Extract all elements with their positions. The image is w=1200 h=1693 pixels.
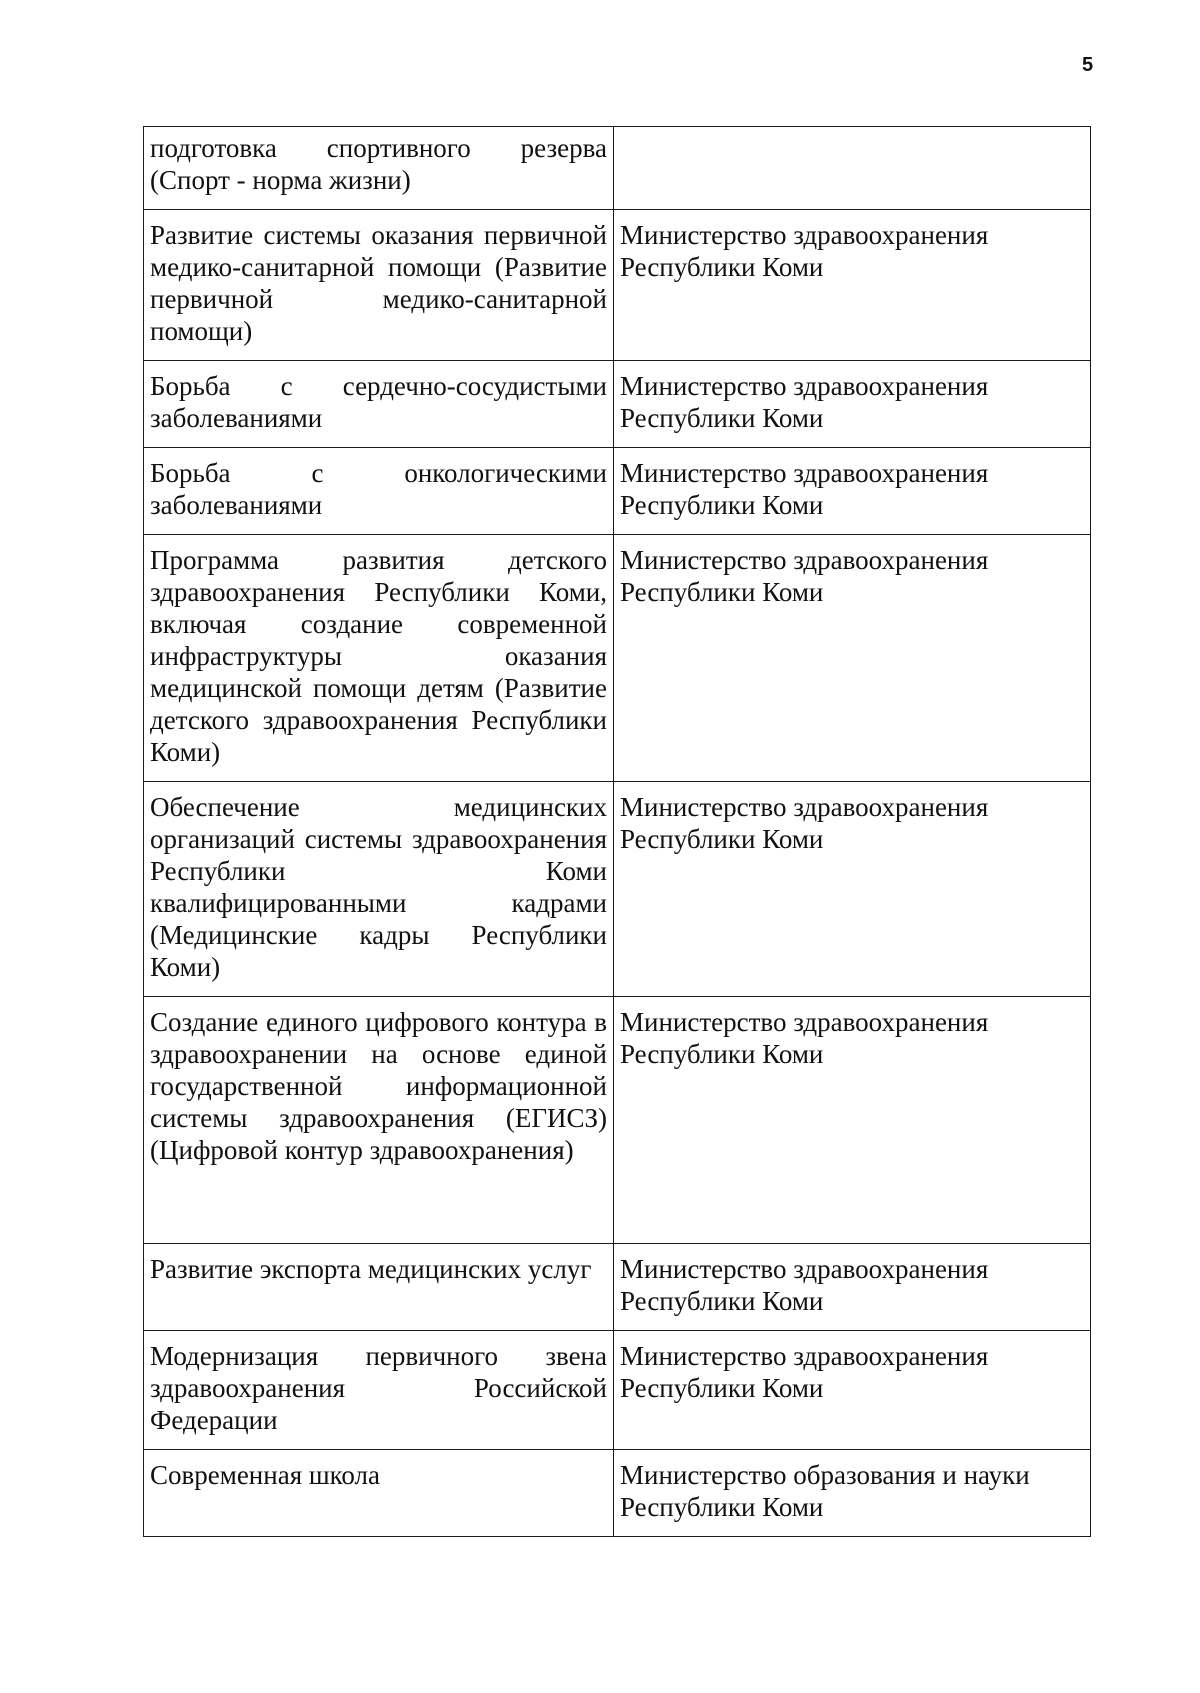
table-row <box>144 997 1091 1244</box>
project-name-cell: Модернизация первичного звена здравоохранения Российской Федерации <box>144 1331 614 1450</box>
responsible-cell: Министерство образования и науки Республики Коми <box>614 1450 1091 1537</box>
project-name-cell: Современная школа <box>144 1450 614 1537</box>
responsible-cell: Министерство здравоохранения Республики Коми <box>614 361 1091 448</box>
project-name-cell: Обеспечение медицинских организаций системы здравоохранения Республики Коми квалифицированными кадрами (Медицинские кадры Республики Коми) <box>144 782 614 997</box>
table-row <box>144 361 1091 448</box>
project-name-cell: подготовка спортивного резерва (Спорт - норма жизни) <box>144 127 614 210</box>
table-row <box>144 127 1091 210</box>
responsible-cell: Министерство здравоохранения Республики Коми <box>614 1244 1091 1331</box>
responsible-cell: Министерство здравоохранения Республики Коми <box>614 535 1091 782</box>
responsible-cell: Министерство здравоохранения Республики Коми <box>614 997 1091 1244</box>
page-number: 5 <box>1082 54 1094 76</box>
project-name-cell: Борьба с онкологическими заболеваниями <box>144 448 614 535</box>
responsible-cell: Министерство здравоохранения Республики Коми <box>614 448 1091 535</box>
table-row <box>144 1331 1091 1450</box>
table-row <box>144 210 1091 361</box>
project-name-cell: Борьба с сердечно-сосудистыми заболеваниями <box>144 361 614 448</box>
table-row <box>144 448 1091 535</box>
project-name-cell: Создание единого цифрового контура в здравоохранении на основе единой государственной информационной системы здравоохранения (ЕГИСЗ) (Цифровой контур здравоохранения) <box>144 997 614 1244</box>
project-name-cell: Развитие системы оказания первичной медико-санитарной помощи (Развитие первичной медико-санитарной помощи) <box>144 210 614 361</box>
responsible-cell <box>614 127 1091 210</box>
table-row <box>144 1244 1091 1331</box>
table-row <box>144 535 1091 782</box>
table-row <box>144 782 1091 997</box>
responsible-cell: Министерство здравоохранения Республики Коми <box>614 782 1091 997</box>
responsible-cell: Министерство здравоохранения Республики Коми <box>614 1331 1091 1450</box>
table-row <box>144 1450 1091 1537</box>
project-name-cell: Программа развития детского здравоохранения Республики Коми, включая создание современной инфраструктуры оказания медицинской помощи детям (Развитие детского здравоохранения Республики Коми) <box>144 535 614 782</box>
project-name-cell: Развитие экспорта медицинских услуг <box>144 1244 614 1331</box>
responsible-cell: Министерство здравоохранения Республики Коми <box>614 210 1091 361</box>
projects-table <box>143 126 1091 1537</box>
